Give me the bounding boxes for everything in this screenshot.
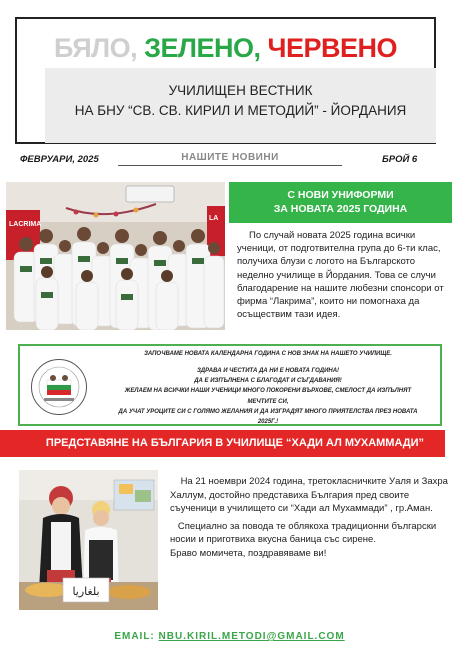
subtitle-box [45,68,436,143]
masthead [15,17,436,144]
email-link[interactable]: NBU.KIRIL.METODI@GMAIL.COM [158,631,345,642]
new-logo-announcement [18,344,442,426]
wish-line-5: ДА УЧАТ УРОЦИТЕ СИ С ГОЛЯМО ЖЕЛАНИЯ И ДА ИЗГРАДЯТ МНОГО ПРИЯТЕЛСТВА ПРЕЗ НОВАТА [118,408,418,415]
uniforms-headline [229,182,452,223]
lacrima-sign-right: LA [209,215,219,222]
uniforms-headline-line-2: ЗА НОВАТА 2025 ГОДИНА [273,203,408,215]
arabic-bulgaria-sign: بلغاريا [72,585,100,598]
presentation-para-1 [170,475,455,516]
students-group-photo [6,182,225,330]
presentation-para-1-text: На 21 ноември 2024 година, третокласничките Уаля и Захра Халлум, достойно представиха България пред своите съученици в училището си “Хади ал Мухаммади” , гр.Аман. [170,476,448,515]
title-white: БЯЛО, [53,33,138,63]
title-green: ЗЕЛЕНО, [144,33,261,63]
presentation-para-2 [170,520,455,547]
email-label: EMAIL: [114,631,155,642]
wish-line-4: МЕЧТИТЕ СИ, [247,398,289,405]
announcement-wishes [98,366,438,427]
students-photo-illustration [6,182,225,330]
subtitle-line-1: УЧИЛИЩЕН ВЕСТНИК [168,83,313,98]
girls-traditional-costume-photo [19,470,158,610]
lacrima-sign-left: LACRIMA [9,221,42,228]
announcement-intro: ЗАПОЧВАМЕ НОВАТА КАЛЕНДАРНА ГОДИНА С НОВ ЗНАК НА НАШЕТО УЧИЛИЩЕ. [144,351,392,357]
wish-line-2: ДА Е ИЗПЪЛНЕНА С БЛАГОДАТ И СЪГДАВАНИЯ! [194,378,342,385]
presentation-para-3: Браво момичета, поздравяваме ви! [170,547,327,559]
wish-line-3: ЖЕЛАЕМ НА ВСИЧКИ НАШИ УЧЕНИЦИ МНОГО ПОКОРЕНИ ВЪРХОВЕ, СМЕЛОСТ ДА ИЗПЪЛНЯТ [124,388,412,395]
girls-photo-illustration [19,470,158,610]
school-logo-emblem-icon [30,358,88,416]
uniforms-article [229,229,453,321]
newspaper-title [17,33,434,64]
issue-number: БРОЙ 6 [382,154,418,165]
uniforms-article-body: По случай новата 2025 година всички ученици, от подготвителна група до 6-ти клас, получиха блузи с логото на Българското неделно училище в Йордания. Това се случи благодарение на нашите любезни спонсори от фирма “Лакрима”, които ни помогнаха да осъществим тази идея. [237,230,444,321]
title-red: ЧЕРВЕНО [267,33,397,63]
contact-email [0,631,459,642]
bulgaria-presentation-headline: ПРЕДСТАВЯНЕ НА БЪЛГАРИЯ В УЧИЛИЩЕ “ХАДИ АЛ МУХАММАДИ” [0,430,445,457]
bulgaria-presentation-article [170,475,455,561]
section-title: НАШИТЕ НОВИНИ [118,152,342,166]
uniforms-headline-line-1: С НОВИ УНИФОРМИ [287,189,394,201]
presentation-para-2-text: Специално за повода те облякоха традиционни български носии и приготвиха вкусна баница със сирене. [170,520,437,546]
subtitle-line-2: НА БНУ “СВ. СВ. КИРИЛ И МЕТОДИЙ” - ЙОРДАНИЯ [74,103,407,118]
wish-line-1: ЗДРАВА И ЧЕСТИТА ДА НИ Е НОВАТА ГОДИНА! [196,368,340,374]
wish-line-6: 2025Г.! [257,419,279,426]
issue-date: ФЕВРУАРИ, 2025 [20,154,99,165]
issue-info-row [0,152,459,168]
school-logo [30,358,88,416]
